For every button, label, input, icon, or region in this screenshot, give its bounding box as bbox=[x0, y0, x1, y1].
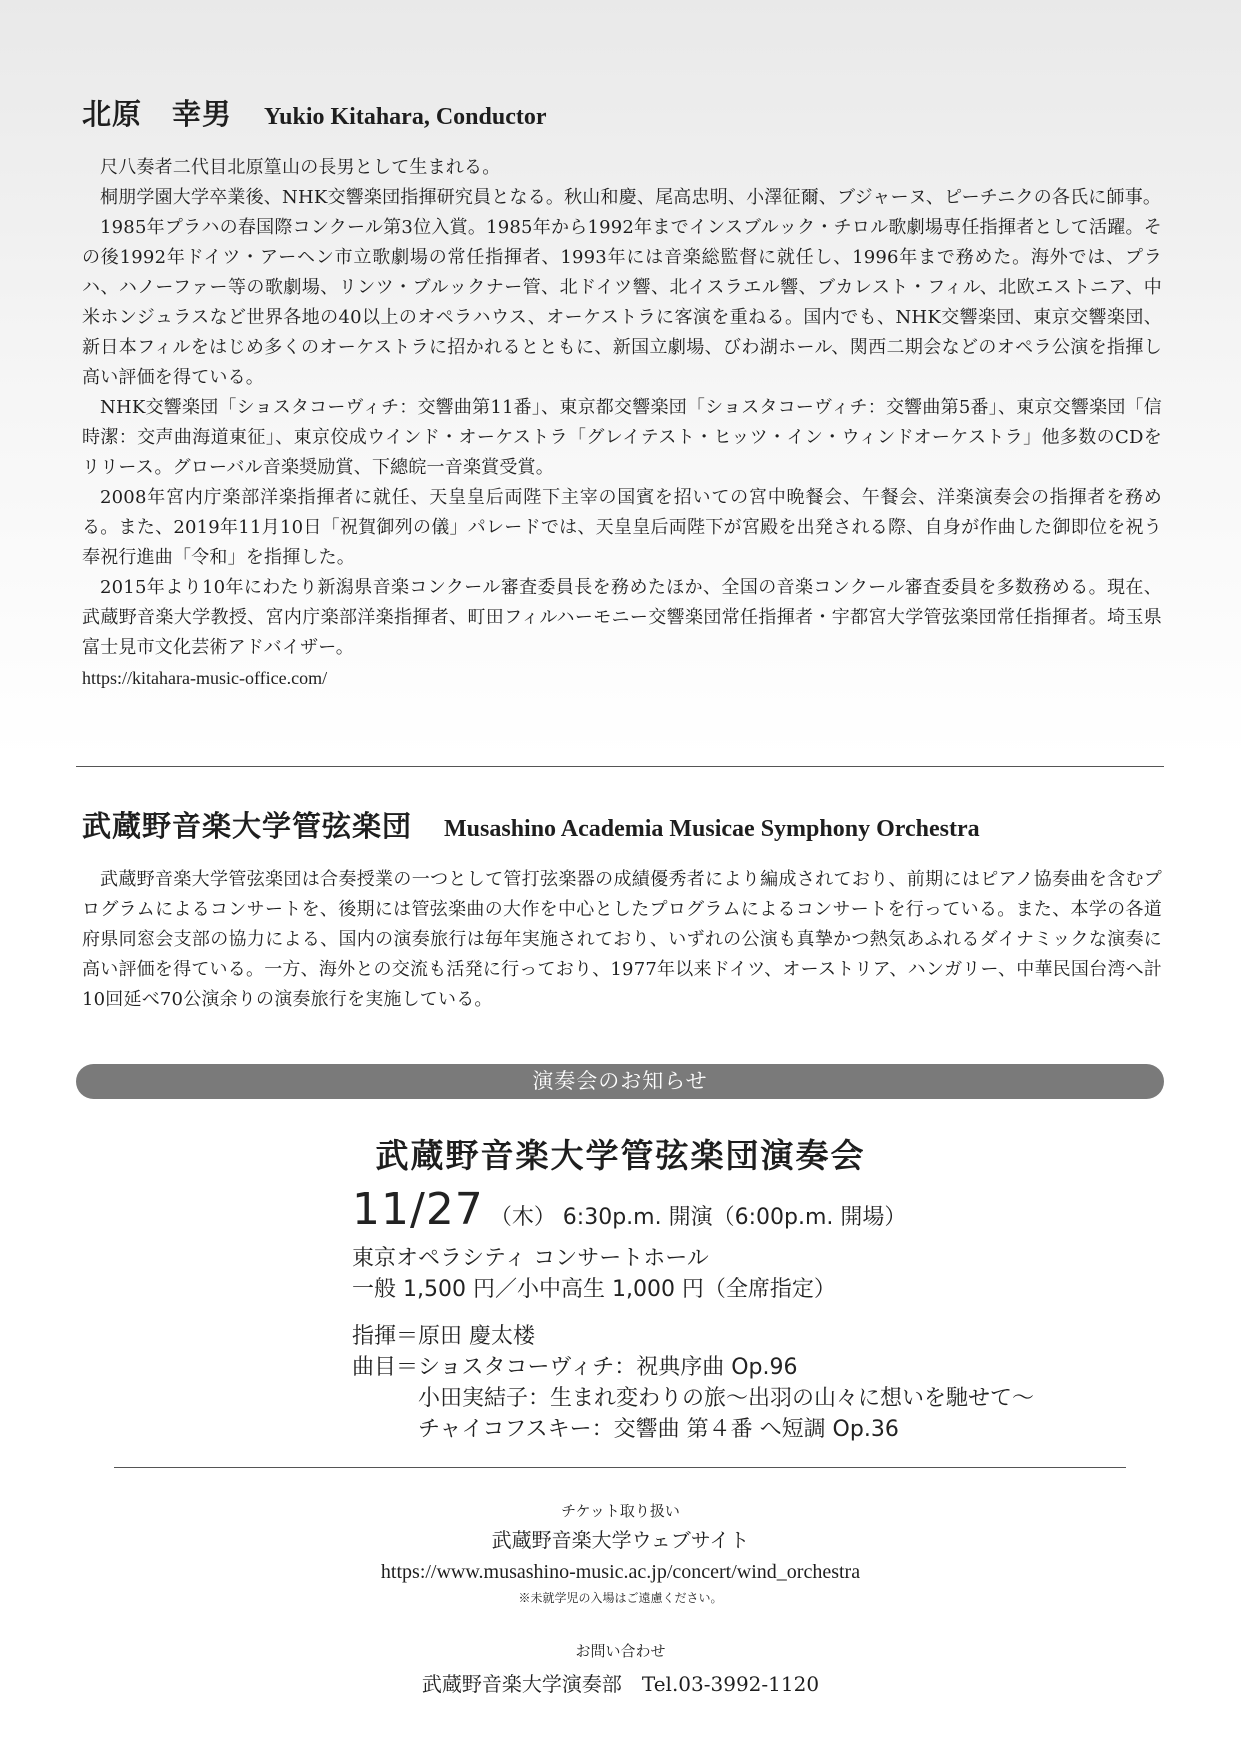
concert-conductor: 指揮＝原田 慶太楼 bbox=[352, 1324, 535, 1349]
concert-venue: 東京オペラシティ コンサートホール bbox=[352, 1246, 709, 1271]
contact-details: 武蔵野音楽大学演奏部 Tel.03-3992-1120 bbox=[421, 1672, 820, 1696]
conductor-website-link[interactable]: https://kitahara-music-office.com/ bbox=[82, 668, 328, 688]
concert-program bbox=[352, 1321, 1034, 1445]
program-item: 小田実結子：生まれ変わりの旅〜出羽の山々に想いを馳せて〜 bbox=[418, 1386, 1035, 1411]
orchestra-description: 武蔵野音楽大学管弦楽団は合奏授業の一つとして管打弦楽器の成績優秀者により編成されており、前期にはピアノ協奏曲を含むプログラムによるコンサートを、後期には管弦楽曲の大作を中心としたプログラムによるコンサートを行っている。また、本学の各道府県同窓会支部の協力による、国内の演奏旅行は毎年実施されており、いずれの公演も真摯かつ熱気あふれるダイナミックな演奏に高い評価を得ている。一方、海外との交流も活発に行っており、1977年以来ドイツ、オーストリア、ハンガリー、中華民国台湾へ計10回延べ70公演余りの演奏旅行を実施している。 bbox=[82, 869, 1162, 1010]
ticket-site: 武蔵野音楽大学ウェブサイト bbox=[491, 1528, 750, 1552]
conductor-heading bbox=[82, 92, 1162, 133]
concert-time: （木） 6:30p.m. 開演（6:00p.m. 開場） bbox=[489, 1205, 907, 1230]
bio-paragraph: 2008年宮内庁楽部洋楽指揮者に就任、天皇皇后両陛下主宰の国賓を招いての宮中晩餐会、午餐会、洋楽演奏会の指揮者を務める。また、2019年11月10日「祝賀御列の儀」パレードでは、天皇皇后両陛下が宮殿を出発される際、自身が作曲した御即位を祝う奉祝行進曲「令和」を指揮した。 bbox=[82, 487, 1162, 568]
contact-info bbox=[0, 1638, 1241, 1700]
concert-date: 11/27 bbox=[352, 1184, 484, 1235]
bio-paragraph: NHK交響楽団「ショスタコーヴィチ：交響曲第11番」、東京都交響楽団「ショスタコーヴィチ：交響曲第5番」、東京交響楽団「信時潔：交声曲海道東征」、東京佼成ウインド・オーケストラ「グレイテスト・ヒッツ・イン・ウィンドオーケストラ」他多数のCDをリリース。グローバル音楽奨励賞、下總皖一音楽賞受賞。 bbox=[82, 397, 1162, 478]
bio-paragraph: 2015年より10年にわたり新潟県音楽コンクール審査委員長を務めたほか、全国の音楽コンクール審査委員を多数務める。現在、武蔵野音楽大学教授、宮内庁楽部洋楽指揮者、町田フィルハーモニー交響楽団常任指揮者・宇都宮大学管弦楽団常任指揮者。埼玉県富士見市文化芸術アドバイザー。 bbox=[82, 577, 1162, 658]
section-divider bbox=[76, 766, 1164, 767]
footer-divider bbox=[114, 1467, 1126, 1468]
concert-title: 武蔵野音楽大学管弦楽団演奏会 bbox=[375, 1136, 866, 1175]
concert-datetime bbox=[352, 1184, 1034, 1235]
ticket-url-link[interactable]: https://www.musashino-music.ac.jp/concert/wind_orchestra bbox=[380, 1561, 861, 1583]
ticket-info bbox=[0, 1498, 1241, 1608]
bio-paragraph: 尺八奏者二代目北原篁山の長男として生まれる。 bbox=[100, 157, 501, 178]
conductor-section bbox=[82, 92, 1162, 693]
contact-label: お問い合わせ bbox=[575, 1642, 666, 1660]
program-item: チャイコフスキー：交響曲 第４番 へ短調 Op.36 bbox=[418, 1417, 899, 1442]
orchestra-name-jp: 武蔵野音楽大学管弦楽団 bbox=[82, 809, 413, 843]
orchestra-heading bbox=[82, 804, 1162, 845]
conductor-bio bbox=[82, 153, 1162, 693]
bio-paragraph: 1985年プラハの春国際コンクール第3位入賞。1985年から1992年までインスブルック・チロル歌劇場専任指揮者として活躍。その後1992年ドイツ・アーヘン市立歌劇場の常任指揮者、1993年には音楽総監督に就任し、1996年まで務めた。海外では、プラハ、ハノーファー等の歌劇場、リンツ・ブルックナー管、北ドイツ響、北イスラエル響、ブカレスト・フィル、北欧エストニア、中米ホンジュラスなど世界各地の40以上のオペラハウス、オーケストラに客演を重ねる。国内でも、NHK交響楽団、東京交響楽団、新日本フィルをはじめ多くのオーケストラに招かれるとともに、新国立劇場、びわ湖ホール、関西二期会などのオペラ公演を指揮し高い評価を得ている。 bbox=[82, 217, 1162, 388]
conductor-name-jp: 北原 幸男 bbox=[82, 97, 233, 131]
orchestra-section bbox=[82, 804, 1162, 1015]
program-item: 曲目＝ショスタコーヴィチ：祝典序曲 Op.96 bbox=[352, 1355, 798, 1380]
orchestra-name-en: Musashino Academia Musicae Symphony Orchestra bbox=[444, 816, 980, 842]
conductor-name-en: Yukio Kitahara, Conductor bbox=[264, 104, 547, 130]
ticket-note: ※未就学児の入場はご遠慮ください。 bbox=[518, 1591, 723, 1605]
concert-info bbox=[352, 1184, 1034, 1445]
notice-banner: 演奏会のお知らせ bbox=[76, 1064, 1164, 1099]
concert-price: 一般 1,500 円／小中高生 1,000 円（全席指定） bbox=[352, 1277, 836, 1302]
bio-paragraph: 桐朋学園大学卒業後、NHK交響楽団指揮研究員となる。秋山和慶、尾高忠明、小澤征爾、ブジャーヌ、ピーチニクの各氏に師事。 bbox=[100, 187, 1162, 208]
ticket-label: チケット取り扱い bbox=[561, 1502, 680, 1520]
